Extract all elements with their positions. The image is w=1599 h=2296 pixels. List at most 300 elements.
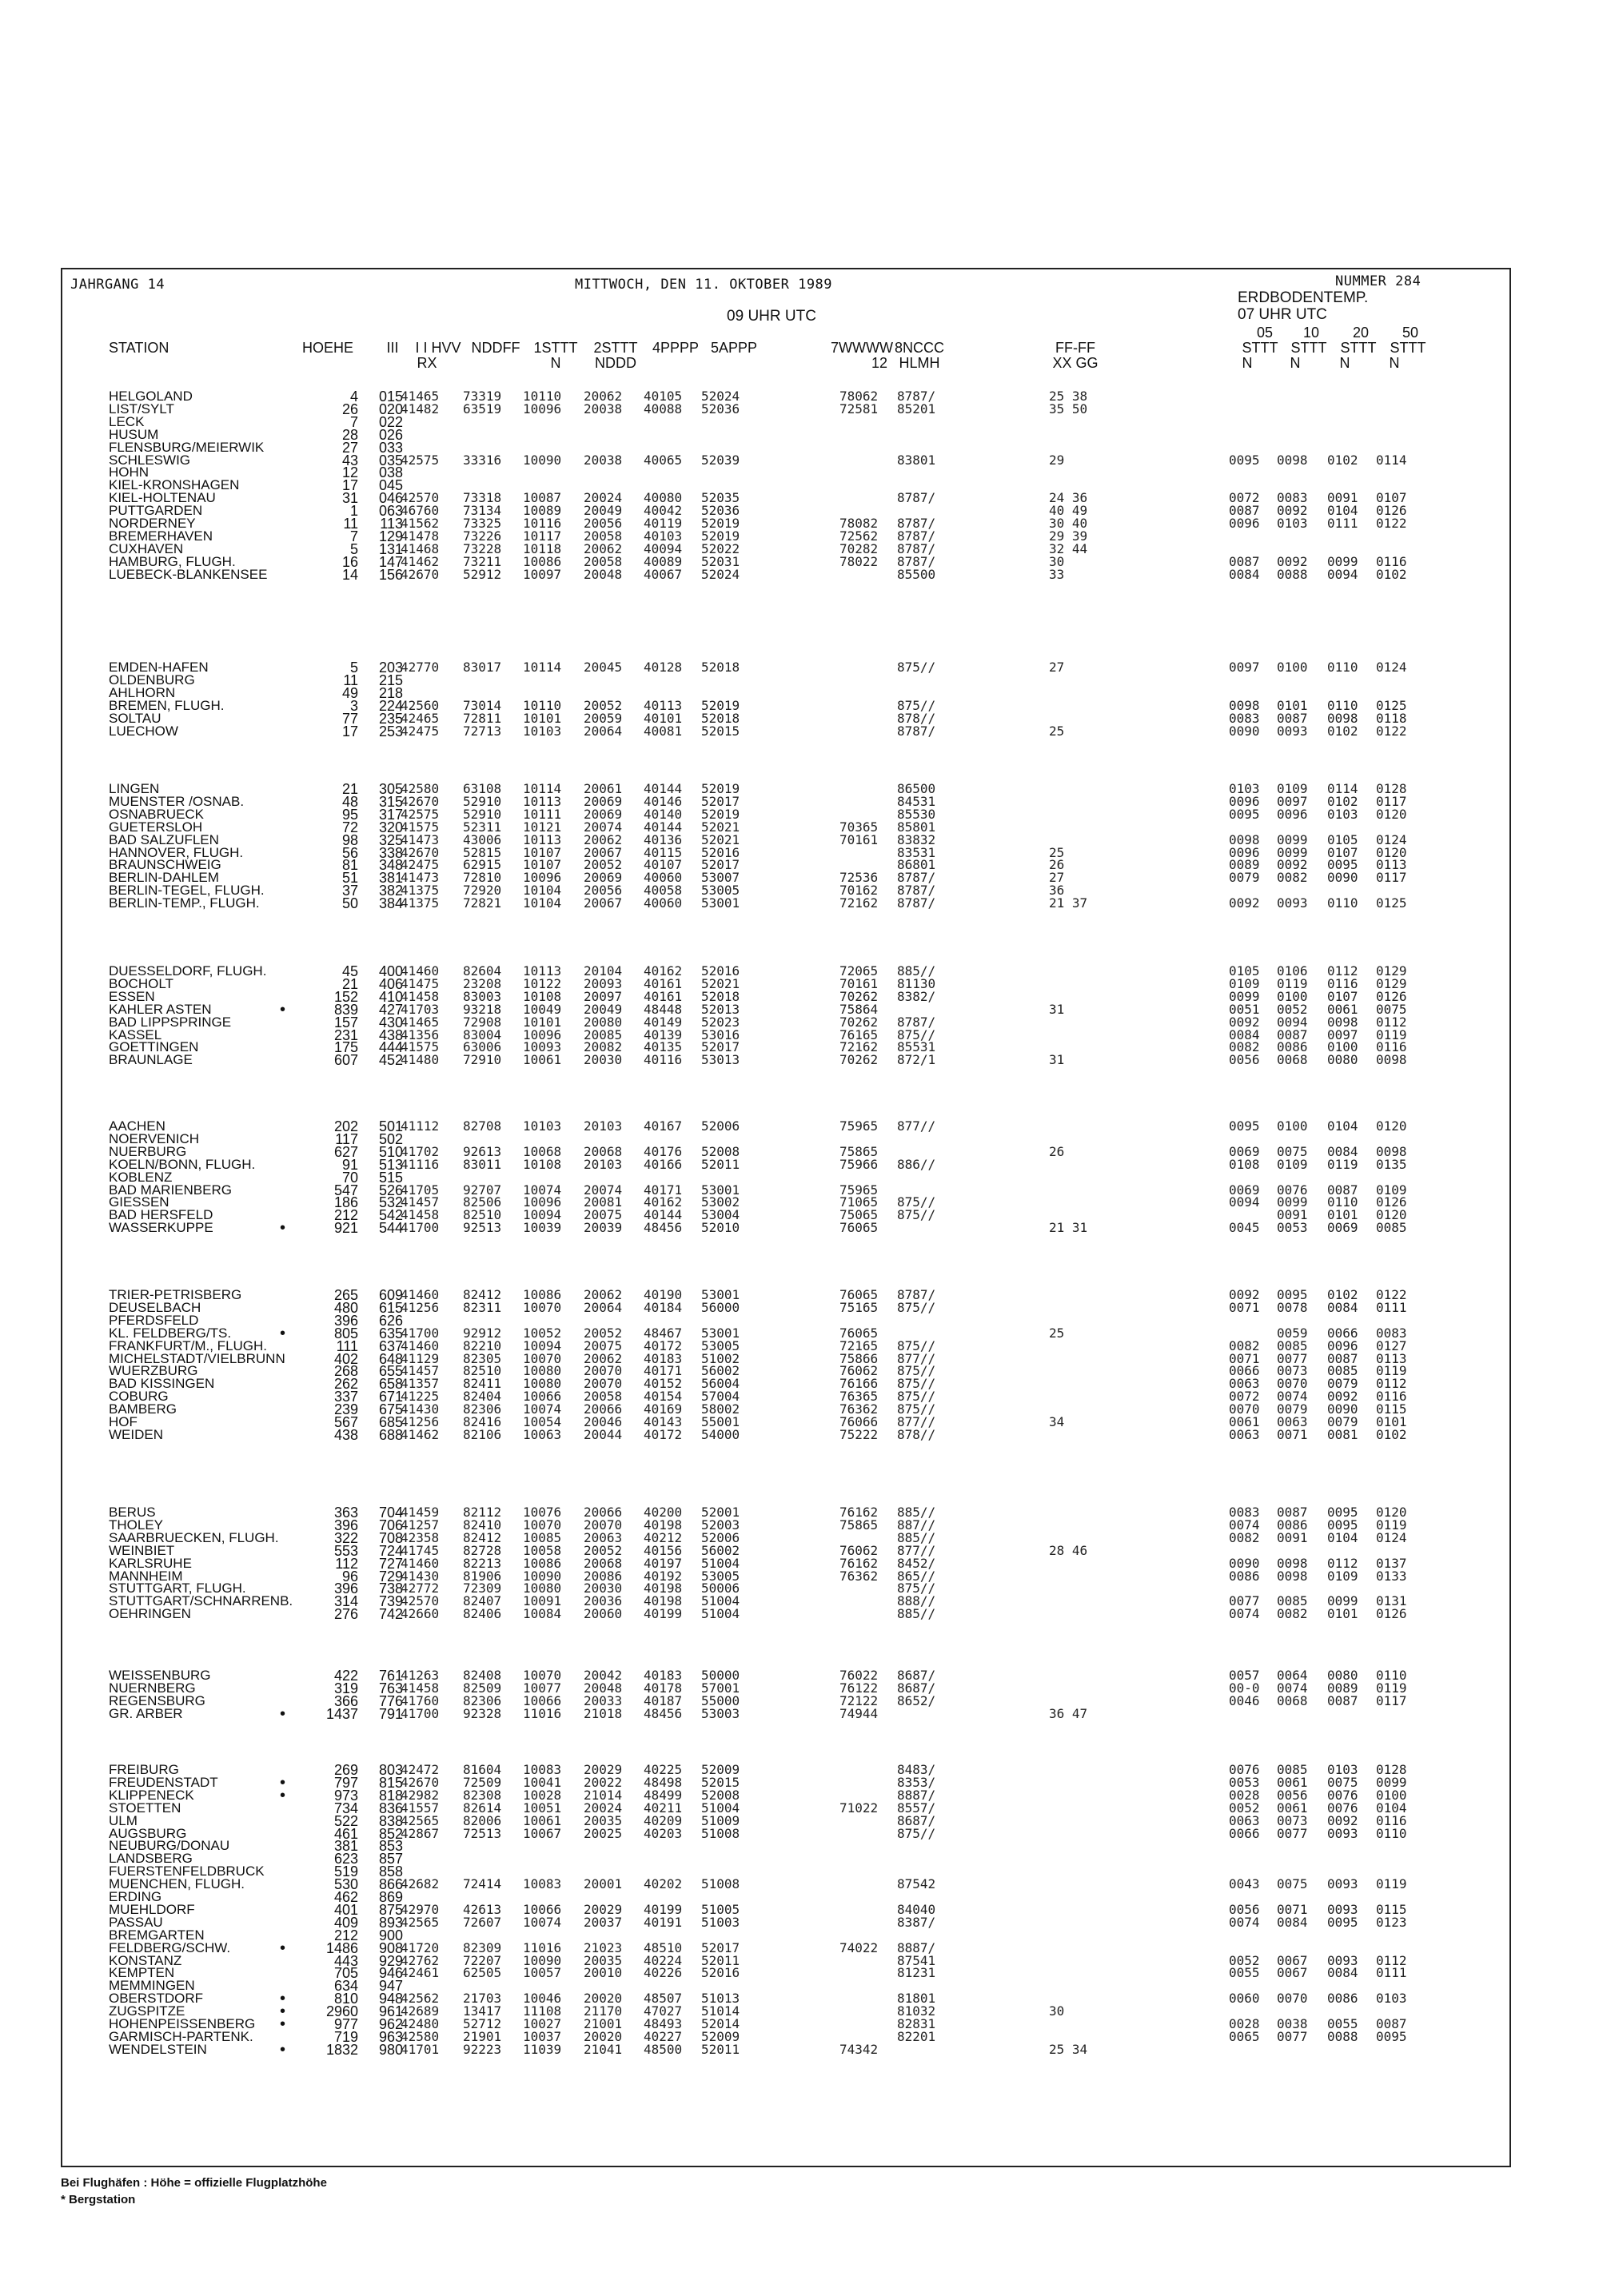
obs-code: 92613 <box>463 1143 502 1159</box>
obs-code: 875// <box>897 1194 936 1210</box>
obs-code: 52024 <box>701 389 740 404</box>
obs-code: 20052 <box>584 1542 623 1558</box>
station-id: 305 <box>378 781 403 797</box>
obs-code: 20082 <box>584 1039 623 1055</box>
obs-code: 42575 <box>401 452 440 468</box>
station-name: EMDEN-HAFEN <box>109 660 209 675</box>
obs-code: 63519 <box>463 401 502 417</box>
obs-code: 10087 <box>523 490 562 506</box>
obs-code: 40167 <box>644 1118 683 1134</box>
obs-code: 10074 <box>523 1182 562 1198</box>
obs-code: 0102 <box>1327 1287 1358 1302</box>
obs-code: 82404 <box>463 1389 502 1405</box>
obs-code: 42762 <box>401 1952 440 1968</box>
obs-code: 0090 <box>1327 1401 1358 1417</box>
obs-code: 0071 <box>1229 1350 1260 1366</box>
obs-code: 76365 <box>839 1389 879 1405</box>
obs-code: 0071 <box>1277 1901 1308 1917</box>
station-elevation: 157 <box>333 1014 358 1030</box>
obs-code: 0122 <box>1376 516 1407 531</box>
station-id: 224 <box>378 697 403 714</box>
obs-code: 23208 <box>463 975 502 991</box>
obs-code: 0088 <box>1327 2028 1358 2044</box>
station-id: 963 <box>378 2028 403 2045</box>
station-elevation: 269 <box>333 1762 358 1778</box>
obs-code: 20062 <box>584 389 623 404</box>
obs-code: 0028 <box>1229 1787 1260 1803</box>
station-id: 980 <box>378 2041 403 2058</box>
obs-code: 0119 <box>1376 1026 1407 1042</box>
obs-code: 53013 <box>701 1052 740 1068</box>
station-name: KARLSRUHE <box>109 1555 192 1571</box>
station-elevation: 49 <box>341 684 358 701</box>
obs-code: 0075 <box>1376 1001 1407 1017</box>
obs-code: 85531 <box>897 1039 936 1055</box>
station-name: KOELN/BONN, FLUGH. <box>109 1156 256 1172</box>
obs-code: 36 <box>1049 883 1065 899</box>
obs-code: 0086 <box>1229 1568 1260 1584</box>
obs-code: 20062 <box>584 1287 623 1302</box>
station-name: PUTTGARDEN <box>109 503 203 519</box>
station-name: NOERVENICH <box>109 1130 200 1146</box>
obs-code: 41116 <box>401 1156 440 1172</box>
station-id: 406 <box>378 975 403 992</box>
obs-code: 0077 <box>1277 2028 1308 2044</box>
obs-code: 40171 <box>644 1363 683 1379</box>
obs-code: 0071 <box>1229 1299 1260 1315</box>
obs-code: 0084 <box>1327 1143 1358 1159</box>
station-name: OLDENBURG <box>109 672 195 688</box>
station-name: SAARBRUECKEN, FLUGH. <box>109 1529 279 1545</box>
obs-code: 0104 <box>1327 503 1358 519</box>
station-elevation: 81 <box>341 857 358 874</box>
station-name: MANNHEIM <box>109 1568 183 1584</box>
obs-code: 10046 <box>523 1991 562 2007</box>
obs-code: 42570 <box>401 1593 440 1609</box>
station-id: 026 <box>378 426 403 443</box>
obs-code: 0063 <box>1229 1376 1260 1392</box>
obs-code: 78082 <box>839 516 879 531</box>
station-elevation: 186 <box>333 1194 358 1211</box>
obs-code: 0112 <box>1376 1014 1407 1030</box>
obs-code: 10037 <box>523 2028 562 2044</box>
obs-code: 20046 <box>584 1414 623 1429</box>
station-elevation: 28 <box>341 426 358 443</box>
obs-code: 70161 <box>839 831 879 847</box>
obs-code: 70162 <box>839 883 879 899</box>
obs-code: 40146 <box>644 793 683 809</box>
obs-code: 82831 <box>897 2016 936 2031</box>
obs-code: 82311 <box>463 1299 502 1315</box>
obs-code: 52015 <box>701 723 740 739</box>
obs-code: 82408 <box>463 1668 502 1683</box>
station-elevation: 522 <box>333 1812 358 1829</box>
obs-code: 48510 <box>644 1939 683 1955</box>
station-id: 893 <box>378 1914 403 1931</box>
obs-code: 50006 <box>701 1580 740 1596</box>
obs-code: 0135 <box>1376 1156 1407 1172</box>
volume-label: JAHRGANG 14 <box>70 277 165 293</box>
station-elevation: 262 <box>333 1376 358 1393</box>
obs-code: 40200 <box>644 1505 683 1520</box>
obs-code: 56000 <box>701 1299 740 1315</box>
station-id: 648 <box>378 1350 403 1367</box>
obs-code: 42689 <box>401 2003 440 2019</box>
obs-code: 0052 <box>1229 1952 1260 1968</box>
obs-code: 52014 <box>701 2016 740 2031</box>
obs-code: 40139 <box>644 1026 683 1042</box>
col-rx: RX <box>417 355 437 371</box>
obs-code: 52006 <box>701 1118 740 1134</box>
obs-code: 40067 <box>644 566 683 582</box>
obs-code: 82708 <box>463 1118 502 1134</box>
station-name: LINGEN <box>109 781 160 796</box>
col-soil-sttt-50: STTT <box>1390 340 1426 356</box>
col-iii: III <box>386 340 399 356</box>
station-id: 253 <box>378 723 403 739</box>
obs-code: 885// <box>897 963 936 979</box>
station-id: 803 <box>378 1762 403 1778</box>
station-elevation: 2960 <box>325 2003 358 2020</box>
obs-code: 10104 <box>523 883 562 899</box>
station-elevation: 973 <box>333 1787 358 1804</box>
obs-code: 20103 <box>584 1118 623 1134</box>
obs-code: 52008 <box>701 1143 740 1159</box>
obs-code: 10074 <box>523 1914 562 1930</box>
station-name: KASSEL <box>109 1026 162 1042</box>
station-name: KAHLER ASTEN <box>109 1001 212 1017</box>
station-name: BAD HERSFELD <box>109 1207 213 1223</box>
station-elevation: 14 <box>341 566 358 583</box>
station-elevation: 3 <box>349 697 358 714</box>
station-name: WEIDEN <box>109 1426 163 1442</box>
obs-code: 20010 <box>584 1965 623 1981</box>
obs-code: 41460 <box>401 963 440 979</box>
station-elevation: 314 <box>333 1593 358 1610</box>
obs-code: 0104 <box>1327 1529 1358 1545</box>
station-name: FREUDENSTADT <box>109 1774 218 1790</box>
obs-code: 72536 <box>839 870 879 886</box>
obs-code: 40135 <box>644 1039 683 1055</box>
col-5appp: 5APPP <box>710 340 758 356</box>
obs-code: 0074 <box>1229 1517 1260 1533</box>
station-elevation: 202 <box>333 1118 358 1134</box>
obs-code: 52815 <box>463 844 502 860</box>
station-name: BREMERHAVEN <box>109 528 213 544</box>
obs-code: 51004 <box>701 1593 740 1609</box>
obs-code: 41430 <box>401 1568 440 1584</box>
obs-code: 0110 <box>1327 1194 1358 1210</box>
obs-code: 20042 <box>584 1668 623 1683</box>
obs-code: 75965 <box>839 1118 879 1134</box>
obs-code: 20052 <box>584 857 623 873</box>
station-id: 526 <box>378 1182 403 1198</box>
obs-code: 20062 <box>584 831 623 847</box>
station-id: 908 <box>378 1939 403 1956</box>
obs-code: 0104 <box>1327 1118 1358 1134</box>
obs-code: 10061 <box>523 1812 562 1828</box>
station-name: NUERBURG <box>109 1143 187 1159</box>
station-name: STUTTGART/SCHNARRENB. <box>109 1593 293 1609</box>
obs-code: 20070 <box>584 1517 623 1533</box>
station-name: GARMISCH-PARTENK. <box>109 2028 253 2044</box>
obs-code: 20024 <box>584 1800 623 1816</box>
obs-code: 41478 <box>401 528 440 544</box>
station-id: 410 <box>378 988 403 1005</box>
station-elevation: 401 <box>333 1901 358 1918</box>
obs-code: 0119 <box>1327 1156 1358 1172</box>
obs-code: 0056 <box>1229 1052 1260 1068</box>
obs-code: 0082 <box>1229 1337 1260 1353</box>
obs-code: 82614 <box>463 1800 502 1816</box>
obs-code: 0117 <box>1376 793 1407 809</box>
station-elevation: 50 <box>341 895 358 912</box>
station-id: 875 <box>378 1901 403 1918</box>
obs-code: 63006 <box>463 1039 502 1055</box>
obs-code: 41263 <box>401 1668 440 1683</box>
station-id: 791 <box>378 1705 403 1722</box>
obs-code: 53001 <box>701 1325 740 1341</box>
obs-code: 53005 <box>701 1568 740 1584</box>
obs-code: 0066 <box>1229 1825 1260 1841</box>
obs-code: 877// <box>897 1414 936 1429</box>
obs-code: 73134 <box>463 503 502 519</box>
station-elevation: 805 <box>333 1325 358 1341</box>
obs-code: 877// <box>897 1542 936 1558</box>
obs-code: 20061 <box>584 781 623 796</box>
station-name: FREIBURG <box>109 1762 179 1777</box>
station-id: 147 <box>378 553 403 570</box>
col-8nccc: 8NCCC <box>894 340 945 356</box>
obs-code: 10090 <box>523 452 562 468</box>
station-name: ZUGSPITZE <box>109 2003 185 2019</box>
obs-code: 92912 <box>463 1325 502 1341</box>
station-id: 063 <box>378 503 403 520</box>
obs-code: 0055 <box>1327 2016 1358 2031</box>
obs-code: 52912 <box>463 566 502 582</box>
station-id: 218 <box>378 684 403 701</box>
obs-code: 20060 <box>584 1606 623 1622</box>
obs-code: 53007 <box>701 870 740 886</box>
station-name: ESSEN <box>109 988 155 1004</box>
obs-code: 875// <box>897 1363 936 1379</box>
obs-code: 0092 <box>1229 895 1260 911</box>
obs-code: 0124 <box>1376 1529 1407 1545</box>
obs-code: 82006 <box>463 1812 502 1828</box>
obs-code: 0100 <box>1277 660 1308 675</box>
station-elevation: 567 <box>333 1414 358 1430</box>
obs-code: 41375 <box>401 883 440 899</box>
station-name: SCHLESWIG <box>109 452 191 468</box>
obs-code: 73211 <box>463 553 502 569</box>
obs-code: 0131 <box>1376 1593 1407 1609</box>
obs-code: 0082 <box>1229 1529 1260 1545</box>
station-elevation: 7 <box>349 528 358 544</box>
obs-code: 27 <box>1049 870 1065 886</box>
obs-code: 52016 <box>701 1965 740 1981</box>
obs-code: 72162 <box>839 895 879 911</box>
obs-code: 82509 <box>463 1680 502 1696</box>
col-1sttt: 1STTT <box>533 340 578 356</box>
obs-code: 0071 <box>1277 1426 1308 1442</box>
obs-code: 40065 <box>644 452 683 468</box>
obs-code: 46760 <box>401 503 440 519</box>
station-elevation: 31 <box>341 490 358 507</box>
station-elevation: 239 <box>333 1401 358 1418</box>
obs-code: 40172 <box>644 1337 683 1353</box>
obs-code: 52016 <box>701 844 740 860</box>
station-name: BERLIN-TEMP., FLUGH. <box>109 895 260 911</box>
obs-code: 52001 <box>701 1505 740 1520</box>
obs-code: 0096 <box>1229 516 1260 531</box>
obs-code: 0102 <box>1376 1426 1407 1442</box>
obs-code: 63108 <box>463 781 502 796</box>
obs-code: 42670 <box>401 793 440 809</box>
station-name: GOETTINGEN <box>109 1039 199 1055</box>
obs-code: 0095 <box>1376 2028 1407 2044</box>
obs-code: 53001 <box>701 1287 740 1302</box>
obs-code: 0076 <box>1277 1182 1308 1198</box>
obs-code: 41460 <box>401 1337 440 1353</box>
obs-code: 0092 <box>1229 1014 1260 1030</box>
obs-code: 40143 <box>644 1414 683 1429</box>
obs-code: 76362 <box>839 1568 879 1584</box>
obs-code: 0093 <box>1277 723 1308 739</box>
obs-code: 40144 <box>644 819 683 835</box>
obs-code: 0077 <box>1277 1350 1308 1366</box>
obs-code: 40198 <box>644 1517 683 1533</box>
station-elevation: 95 <box>341 806 358 823</box>
obs-code: 20086 <box>584 1568 623 1584</box>
obs-code: 41430 <box>401 1401 440 1417</box>
obs-code: 41557 <box>401 1800 440 1816</box>
obs-code: 10096 <box>523 1026 562 1042</box>
obs-code: 10080 <box>523 1376 562 1392</box>
obs-code: 0061 <box>1229 1414 1260 1429</box>
obs-code: 42358 <box>401 1529 440 1545</box>
obs-code: 0074 <box>1277 1389 1308 1405</box>
mountain-station-marker: • <box>280 1773 286 1792</box>
obs-code: 40058 <box>644 883 683 899</box>
station-name: GUETERSLOH <box>109 819 203 835</box>
obs-code: 0093 <box>1327 1825 1358 1841</box>
station-name: FELDBERG/SCHW. <box>109 1939 231 1955</box>
obs-code: 10084 <box>523 1606 562 1622</box>
obs-code: 20067 <box>584 844 623 860</box>
obs-code: 40107 <box>644 857 683 873</box>
obs-code: 78062 <box>839 389 879 404</box>
station-name: DEUSELBACH <box>109 1299 201 1315</box>
obs-code: 0102 <box>1327 452 1358 468</box>
obs-code: 21023 <box>584 1939 623 1955</box>
station-id: 215 <box>378 672 403 688</box>
obs-code: 0090 <box>1229 723 1260 739</box>
obs-code: 72509 <box>463 1774 502 1790</box>
obs-code: 0064 <box>1277 1668 1308 1683</box>
station-id: 761 <box>378 1668 403 1684</box>
obs-code: 76062 <box>839 1542 879 1558</box>
station-id: 947 <box>378 1978 403 1995</box>
obs-code: 0098 <box>1327 710 1358 726</box>
obs-code: 0110 <box>1376 1668 1407 1683</box>
station-id: 962 <box>378 2016 403 2032</box>
obs-code: 56002 <box>701 1542 740 1558</box>
station-id: 635 <box>378 1325 403 1341</box>
station-elevation: 98 <box>341 831 358 848</box>
obs-code: 0103 <box>1229 781 1260 796</box>
obs-code: 41475 <box>401 975 440 991</box>
obs-code: 72920 <box>463 883 502 899</box>
obs-code: 40166 <box>644 1156 683 1172</box>
obs-code: 72165 <box>839 1337 879 1353</box>
obs-code: 8787/ <box>897 389 936 404</box>
obs-code: 41357 <box>401 1376 440 1392</box>
obs-code: 82506 <box>463 1194 502 1210</box>
station-name: MICHELSTADT/VIELBRUNN <box>109 1350 285 1366</box>
station-elevation: 17 <box>341 723 358 739</box>
obs-code: 42670 <box>401 844 440 860</box>
obs-code: 40162 <box>644 963 683 979</box>
obs-code: 10090 <box>523 1952 562 1968</box>
obs-code: 0082 <box>1277 1606 1308 1622</box>
obs-code: 0100 <box>1277 988 1308 1004</box>
station-elevation: 396 <box>333 1312 358 1329</box>
obs-code: 36 47 <box>1049 1705 1088 1721</box>
obs-code: 10067 <box>523 1825 562 1841</box>
obs-code: 20049 <box>584 503 623 519</box>
obs-code: 10096 <box>523 870 562 886</box>
obs-code: 57001 <box>701 1680 740 1696</box>
obs-code: 52021 <box>701 975 740 991</box>
obs-code: 10063 <box>523 1426 562 1442</box>
obs-code: 53016 <box>701 1026 740 1042</box>
obs-code: 10114 <box>523 660 562 675</box>
obs-code: 87541 <box>897 1952 936 1968</box>
obs-code: 51004 <box>701 1606 740 1622</box>
obs-code: 33 <box>1049 566 1065 582</box>
obs-code: 51008 <box>701 1876 740 1892</box>
obs-code: 81801 <box>897 1991 936 2007</box>
obs-code: 10114 <box>523 781 562 796</box>
obs-code: 20025 <box>584 1825 623 1841</box>
mountain-station-marker: • <box>280 1990 286 2008</box>
obs-code: 0089 <box>1327 1680 1358 1696</box>
station-elevation: 21 <box>341 781 358 797</box>
obs-code: 29 39 <box>1049 528 1088 544</box>
station-id: 738 <box>378 1580 403 1597</box>
station-id: 131 <box>378 540 403 557</box>
obs-code: 70161 <box>839 975 879 991</box>
obs-code: 41482 <box>401 401 440 417</box>
station-name: MUENCHEN, FLUGH. <box>109 1876 245 1892</box>
station-elevation: 4 <box>349 389 358 405</box>
obs-code: 0083 <box>1277 490 1308 506</box>
station-elevation: 396 <box>333 1580 358 1597</box>
station-id: 235 <box>378 710 403 727</box>
obs-code: 0100 <box>1277 1118 1308 1134</box>
station-id: 685 <box>378 1414 403 1430</box>
obs-code: 40162 <box>644 1194 683 1210</box>
obs-code: 20052 <box>584 697 623 713</box>
col-soil-n-10: N <box>1290 355 1301 371</box>
station-id: 742 <box>378 1606 403 1623</box>
obs-code: 878// <box>897 710 936 726</box>
obs-code: 41700 <box>401 1325 440 1341</box>
obs-code: 11016 <box>523 1705 562 1721</box>
station-elevation: 381 <box>333 1838 358 1855</box>
station-name: BERLIN-DAHLEM <box>109 870 219 886</box>
station-id: 688 <box>378 1426 403 1443</box>
